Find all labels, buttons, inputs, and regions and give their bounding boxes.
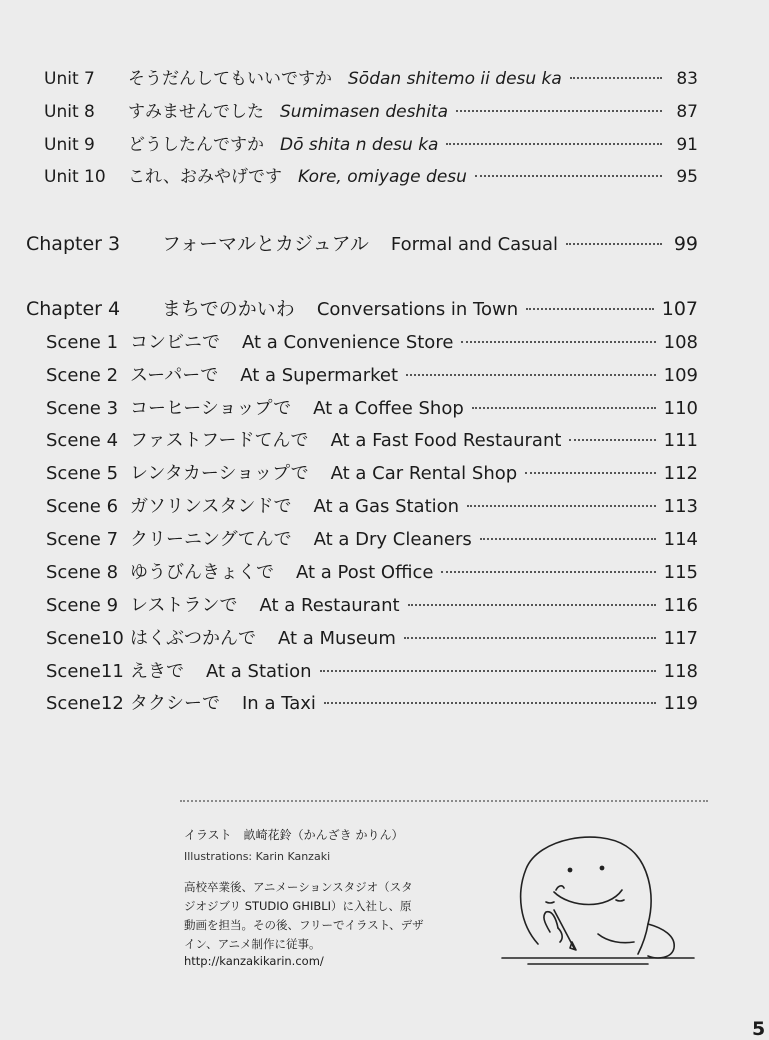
toc-entry-scene: [46, 492, 698, 518]
entry-title-romaji: Sōdan shitemo ii desu ka: [348, 69, 562, 89]
toc-entry-scene: [46, 459, 698, 485]
toc-entry-unit-7: [44, 64, 698, 89]
scene-title-japanese: コンビニで: [130, 332, 220, 353]
toc-entry-chapter-4: [26, 294, 698, 321]
dot-leader: [480, 538, 656, 540]
scene-title-japanese: タクシーで: [130, 693, 220, 714]
dot-leader: [404, 637, 656, 639]
scene-title-japanese: ガソリンスタンドで: [130, 496, 292, 517]
creature-eye-right: [600, 866, 605, 871]
entry-page: 95: [676, 167, 698, 187]
toc-entry-scene: [46, 558, 698, 584]
scene-title-japanese: ゆうびんきょくで: [130, 562, 274, 583]
dot-leader: [475, 175, 662, 177]
scene-title-english: At a Supermarket: [240, 365, 399, 386]
dot-leader: [324, 702, 656, 704]
dot-leader: [472, 407, 656, 409]
creature-eye-left: [568, 868, 573, 873]
scene-title-japanese: レンタカーショップで: [130, 463, 309, 484]
scene-title-english: At a Convenience Store: [242, 332, 454, 353]
entry-title-japanese: どうしたんですか: [128, 135, 264, 155]
scene-page: 114: [663, 529, 698, 550]
dot-leader: [526, 308, 654, 310]
toc-entry-scene: [46, 328, 698, 354]
scene-title-japanese: コーヒーショップで: [130, 398, 292, 419]
illustrator-url[interactable]: http://kanzakikarin.com/: [184, 954, 324, 968]
entry-page: 83: [676, 69, 698, 89]
entry-label: Unit 8: [44, 102, 95, 122]
bio-line: ジオジブリ STUDIO GHIBLI）に入社し、原: [184, 899, 412, 913]
scene-page: 108: [663, 332, 698, 353]
scene-title-japanese: クリーニングてんで: [130, 529, 292, 550]
scene-page: 119: [663, 693, 698, 714]
scene-title-english: At a Post Office: [296, 562, 434, 583]
toc-entry-scene: [46, 591, 698, 617]
scene-title-english: At a Car Rental Shop: [330, 463, 518, 484]
scene-label: Scene 6: [46, 496, 119, 517]
entry-label: Unit 10: [44, 167, 106, 187]
scene-title-japanese: えきで: [130, 661, 184, 682]
scene-title-english: In a Taxi: [242, 693, 316, 714]
scene-page: 109: [663, 365, 698, 386]
dot-leader: [525, 472, 655, 474]
toc-entry-scene: [46, 657, 698, 683]
scene-title-english: At a Coffee Shop: [313, 398, 464, 419]
toc-entry-scene: [46, 624, 698, 650]
scene-label: Scene 8: [46, 562, 119, 583]
entry-title-japanese: これ、おみやげです: [128, 167, 283, 187]
dot-leader: [467, 505, 656, 507]
entry-title-romaji: Kore, omiyage desu: [298, 167, 467, 187]
page-number: 5: [752, 1018, 766, 1040]
dot-leader: [570, 77, 662, 79]
entry-title-romaji: Dō shita n desu ka: [280, 135, 439, 155]
bio-line: 動画を担当。その後、フリーでイラスト、デザ: [184, 918, 424, 932]
dot-leader: [406, 374, 656, 376]
bio-line: イン、アニメ制作に従事。: [184, 937, 321, 951]
dot-leader: [566, 243, 662, 245]
entry-label: Unit 7: [44, 69, 95, 89]
scene-page: 112: [663, 463, 698, 484]
chapter-title-japanese: フォーマルとカジュアル: [162, 233, 369, 255]
illustrator-bio: [184, 878, 454, 954]
scene-label: Scene 9: [46, 595, 119, 616]
dot-leader: [320, 670, 656, 672]
scene-label: Scene 1: [46, 332, 119, 353]
entry-page: 87: [676, 102, 698, 122]
scene-label: Scene11: [46, 661, 124, 682]
scene-label: Scene12: [46, 693, 124, 714]
chapter-page: 99: [673, 233, 698, 255]
credit-label: イラスト: [184, 828, 232, 842]
illustrator-name: 畝崎花鈴（かんざき かりん）: [243, 828, 404, 842]
dot-leader: [408, 604, 656, 606]
chapter-title-english: Conversations in Town: [316, 299, 519, 320]
scene-title-japanese: スーパーで: [130, 365, 219, 386]
illustrator-credit: [184, 826, 403, 843]
toc-entry-scene: [46, 361, 698, 387]
dot-leader: [441, 571, 655, 573]
chapter-title-japanese: まちでのかいわ: [162, 298, 295, 320]
chapter-page: 107: [661, 298, 698, 320]
illustrator-credit-english: Illustrations: Karin Kanzaki: [184, 850, 331, 863]
scene-title-english: At a Museum: [278, 628, 396, 649]
scene-label: Scene 3: [46, 398, 119, 419]
scene-title-japanese: ファストフードてんで: [130, 430, 309, 451]
scene-title-english: At a Station: [206, 661, 312, 682]
toc-entry-unit-10: [44, 162, 698, 187]
toc-entry-scene: [46, 394, 698, 420]
dot-leader: [461, 341, 655, 343]
scene-title-english: At a Restaurant: [259, 595, 400, 616]
dotted-divider: [180, 800, 708, 802]
scene-title-english: At a Fast Food Restaurant: [330, 430, 562, 451]
entry-title-japanese: そうだんしてもいいですか: [128, 69, 332, 89]
chapter-label: Chapter 3: [26, 233, 121, 255]
dot-leader: [569, 439, 655, 441]
dot-leader: [456, 110, 662, 112]
scene-page: 113: [663, 496, 698, 517]
toc-entry-unit-8: [44, 97, 698, 122]
scene-label: Scene 5: [46, 463, 119, 484]
scene-page: 118: [663, 661, 698, 682]
scene-title-english: At a Gas Station: [313, 496, 460, 517]
chapter-title-english: Formal and Casual: [390, 234, 559, 255]
scene-title-japanese: レストランで: [130, 595, 238, 616]
entry-page: 91: [676, 135, 698, 155]
toc-entry-unit-9: [44, 130, 698, 155]
entry-label: Unit 9: [44, 135, 95, 155]
toc-entry-scene: [46, 689, 698, 715]
scene-label: Scene10: [46, 628, 124, 649]
chapter-label: Chapter 4: [26, 298, 121, 320]
scene-title-english: At a Dry Cleaners: [313, 529, 472, 550]
scene-label: Scene 4: [46, 430, 119, 451]
toc-entry-scene: [46, 426, 698, 452]
scene-page: 117: [663, 628, 698, 649]
scene-page: 110: [663, 398, 698, 419]
toc-entry-chapter-3: [26, 229, 698, 256]
scene-title-japanese: はくぶつかんで: [130, 628, 256, 649]
scene-label: Scene 2: [46, 365, 119, 386]
scene-page: 111: [663, 430, 698, 451]
scene-label: Scene 7: [46, 529, 119, 550]
bio-line: 高校卒業後、アニメーションスタジオ（スタ: [184, 880, 413, 894]
scene-page: 116: [663, 595, 698, 616]
dot-leader: [446, 143, 662, 145]
toc-entry-scene: [46, 525, 698, 551]
entry-title-japanese: すみませんでした: [128, 102, 264, 122]
scene-page: 115: [663, 562, 698, 583]
creature-illustration: [498, 824, 698, 974]
entry-title-romaji: Sumimasen deshita: [280, 102, 449, 122]
